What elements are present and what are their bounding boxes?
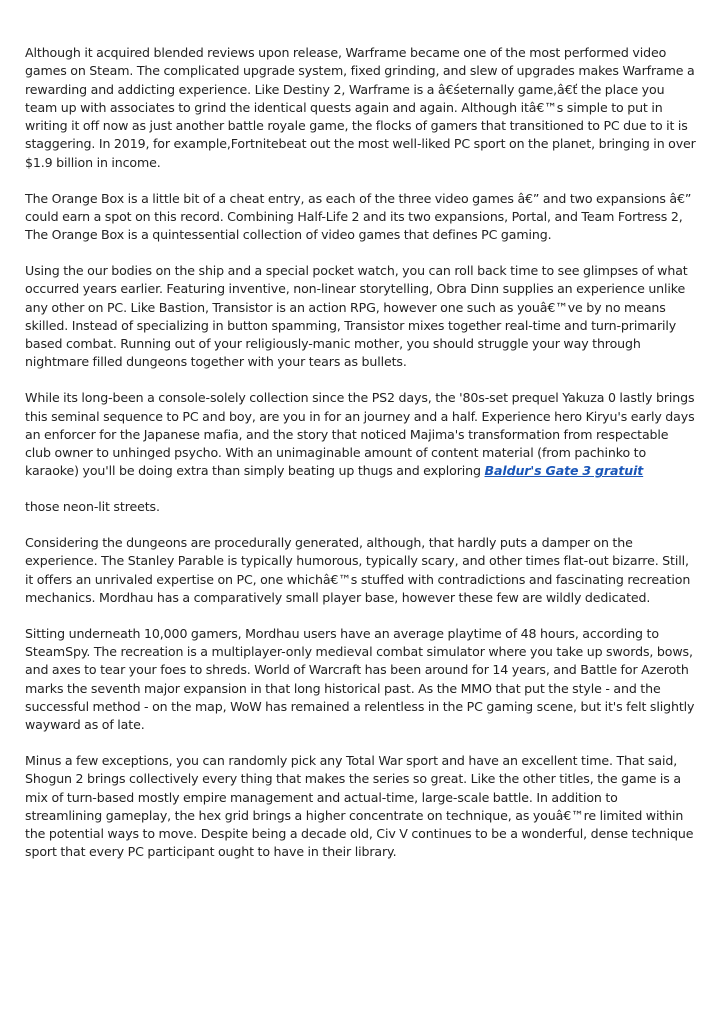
baldurs-gate-link[interactable]: Baldur's Gate 3 gratuit xyxy=(484,463,644,479)
paragraph-total-war-civ: Minus a few exceptions, you can randomly pick any Total War sport and have an excellent time. That said, Shogun 2 brings collectively every thing that makes the series so great. Like the other titles, the game is a mix of turn-based mostly empire management and actual-time, large-scale battle. In addition to streamlining gameplay, the hex grid brings a higher concentrate on technique, as youâ€™re limited within the potential ways to move. Despite being a decade old, Civ V continues to be a wonderful, dense technique sport that every PC participant ought to have in their library. xyxy=(25,753,694,860)
paragraph-mordhau-wow: Sitting underneath 10,000 gamers, Mordhau users have an average playtime of 48 hours, according to SteamSpy. The recreation is a multiplayer-only medieval combat simulator where you take up swords, bows, and axes to tear your foes to shreds. World of Warcraft has been around for 14 years, and Battle for Azeroth marks the seventh major expansion in that long historical past. As the MMO that put the style - and the successful method - on the map, WoW has remained a relentless in the PC gaming scene, but it's felt slightly wayward as of late. xyxy=(25,625,695,733)
paragraph-obra-dinn-transistor: Using the our bodies on the ship and a special pocket watch, you can roll back time to see glimpses of what occurred years earlier. Featuring inventive, non-linear storytelling, Obra Dinn supplies an experience unlike any other on PC. Like Bastion, Transistor is an action RPG, however one such as youâ€™ve by no means skilled. Instead of specializing in button spamming, Transistor mixes together real-time and turn-primarily based combat. Running out of your religiously-manic mother, you should struggle your way through nightmare filled dungeons together with your tears as bullets. xyxy=(25,262,688,370)
paragraph-yakuza-text: While its long-been a console-solely collection since the PS2 days, the '80s-set prequel Yakuza 0 lastly brings this seminal sequence to PC and boy, are you in for an journey and a half. Experience hero Kiryu's early days an enforcer for the Japanese mafia, and the story that noticed Majima's transformation from respectable club owner to unhinged psycho. With an unimaginable amount of content material (from pachinko to karaoke) you'll be doing extra than simply beating up thugs and exploring xyxy=(25,390,695,479)
paragraph-neon-streets: those neon-lit streets. xyxy=(25,499,160,515)
article-body xyxy=(25,44,697,879)
paragraph-stanley-mordhau: Considering the dungeons are procedurally generated, although, that hardly puts a damper on the experience. The Stanley Parable is typically humorous, typically scary, and other times flat-out bizarre. Still, it offers an unrivaled expertise on PC, one whichâ€™s stuffed with contradictions and fascinating recreation mechanics. Mordhau has a comparatively small player base, however these few are wildly dedicated. xyxy=(25,535,691,605)
paragraph-yakuza xyxy=(25,389,697,480)
paragraph-warframe: Although it acquired blended reviews upon release, Warframe became one of the most performed video games on Steam. The complicated upgrade system, fixed grinding, and slew of upgrades makes Warframe a rewarding and addicting experience. Like Destiny 2, Warframe is a â€śeternally game,â€ť the place you team up with associates to grind the identical quests again and again. Although itâ€™s simple to put in writing it off now as just another battle royale game, the flocks of gamers that transitioned to PC due to it is staggering. In 2019, for example,Fortnitebeat out the most well-liked PC sport on the planet, bringing in over $1.9 billion in income. xyxy=(25,45,696,170)
paragraph-orange-box: The Orange Box is a little bit of a cheat entry, as each of the three video games â€” and two expansions â€” could earn a spot on this record. Combining Half-Life 2 and its two expansions, Portal, and Team Fortress 2, The Orange Box is a quintessential collection of video games that defines PC gaming. xyxy=(25,190,692,243)
